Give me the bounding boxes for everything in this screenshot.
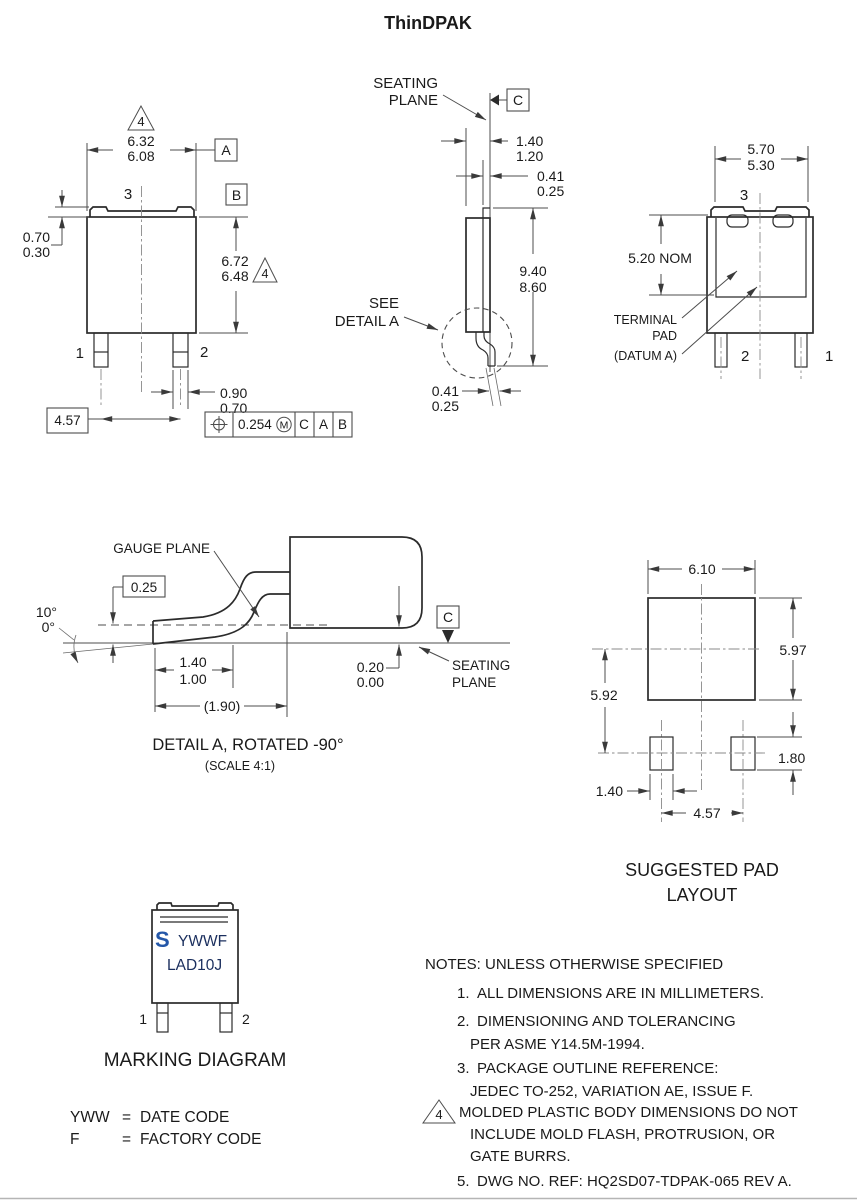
marking-caption: MARKING DIAGRAM (103, 1050, 287, 1071)
dim-lead-pad-height: 1.80 (778, 750, 806, 766)
dim-lead-thk-max: 0.41 (537, 168, 565, 184)
dimension-total-length (493, 208, 548, 366)
note-text: PER ASME Y14.5M-1994. (470, 1036, 645, 1053)
pad-layout-view (590, 560, 806, 905)
marking-date-code: YWWF (178, 933, 228, 950)
dim-foot-len-min: 1.00 (179, 671, 207, 687)
datum-c: C (512, 92, 524, 108)
see-detail-label: DETAIL A (334, 313, 399, 330)
dimension-pad-height (759, 598, 807, 700)
dimension-back-width (715, 141, 808, 202)
dimension-lead-pad-width (596, 774, 697, 800)
pad-layout-caption: SUGGESTED PAD (625, 860, 779, 880)
dim-lead-w-max: 0.90 (220, 385, 248, 401)
dim-front-width-min: 6.08 (127, 148, 155, 164)
pin-3-label: 3 (123, 186, 133, 203)
package-tab-outline (90, 207, 194, 217)
back-view (614, 141, 834, 379)
seating-plane-label: PLANE (452, 675, 497, 690)
seating-plane-label: SEATING (373, 75, 438, 92)
see-detail-callout (335, 295, 512, 378)
brand-logo-icon: S (155, 927, 170, 952)
dimension-body-thickness (441, 128, 543, 206)
dim-back-width-min: 5.30 (747, 157, 775, 173)
dim-lead-pad-width: 1.40 (595, 783, 623, 799)
detail-a-caption: DETAIL A, ROTATED -90° (152, 736, 344, 754)
note-text: ALL DIMENSIONS ARE IN MILLIMETERS. (477, 985, 765, 1002)
centerlines (721, 193, 801, 379)
note-text: JEDEC TO-252, VARIATION AE, ISSUE F. (470, 1083, 754, 1100)
dim-foot-len-max: 1.40 (179, 654, 207, 670)
notes-block (423, 956, 798, 1190)
legend-value: FACTORY CODE (140, 1131, 262, 1148)
dimension-lead-thickness-top (456, 160, 564, 205)
centerlines (101, 186, 181, 406)
datum-c-target (490, 89, 529, 111)
dim-pad-height: 5.20 NOM (628, 250, 692, 266)
dim-back-width-max: 5.70 (747, 141, 775, 157)
pin-1-label: 1 (139, 1011, 147, 1027)
flag-note-4: 4 (261, 267, 269, 281)
dim-lead-pitch: 4.57 (693, 805, 721, 821)
side-view (335, 75, 565, 414)
seating-plane-label: SEATING (452, 658, 511, 673)
dim-lead-thk-min: 0.25 (537, 183, 565, 199)
legend-value: DATE CODE (140, 1109, 230, 1126)
dimension-foot-thickness (432, 368, 521, 414)
pad-layout-caption: LAYOUT (666, 885, 738, 905)
terminal-pad-label: PAD (652, 329, 677, 343)
front-view (23, 106, 352, 437)
fcf-modifier: M (279, 419, 289, 432)
dim-lead-w-min: 0.70 (220, 400, 248, 416)
note-number: 3. (457, 1060, 470, 1077)
detail-a-view (36, 537, 510, 773)
dim-pad-offset: 5.92 (590, 687, 618, 703)
marking-tab-outline (157, 903, 233, 910)
dimension-lead-pitch (662, 805, 744, 821)
dim-pitch: 4.57 (54, 413, 81, 428)
dim-tab-h-min: 0.30 (22, 244, 50, 260)
legend-eq: = (122, 1131, 132, 1148)
datum-a-note: (DATUM A) (614, 349, 677, 363)
lead-2 (173, 333, 188, 367)
pin-1-label: 1 (75, 345, 84, 362)
legend-eq: = (122, 1109, 132, 1126)
dimension-lead-pad-height (757, 712, 805, 795)
terminal-pad-outline (716, 218, 806, 297)
lead-1 (94, 333, 108, 367)
flag-note-4: 4 (137, 114, 145, 129)
note-number: 1. (457, 985, 470, 1002)
dimension-lead-width (151, 370, 247, 416)
note-text: DWG NO. REF: HQ2SD07-TDPAK-065 REV A. (477, 1173, 792, 1190)
note-number: 2. (457, 1013, 470, 1030)
dim-front-height-max: 6.72 (221, 253, 249, 269)
dim-gauge-offset: 0.25 (130, 580, 158, 595)
marking-part-code: LAD10J (167, 957, 223, 974)
terminal-pad-callout (614, 271, 757, 363)
seating-leader (443, 95, 486, 120)
dim-pad-height: 5.97 (779, 642, 807, 658)
dim-foot-thk-max: 0.41 (431, 383, 459, 399)
body-block (290, 537, 422, 628)
dimension-pad-height (628, 215, 714, 295)
notes-header: NOTES: UNLESS OTHERWISE SPECIFIED (425, 956, 724, 973)
fcf-tolerance: 0.254 (238, 417, 272, 432)
pin-2-label: 2 (242, 1011, 250, 1027)
dim-length-max: 9.40 (519, 263, 547, 279)
dim-body-thk-max: 1.40 (516, 133, 544, 149)
legend-key: YWW (70, 1109, 110, 1126)
dim-standoff-max: 0.20 (356, 659, 384, 675)
dimension-height (199, 184, 277, 333)
dim-tab-h-max: 0.70 (22, 229, 50, 245)
page-title: ThinDPAK (384, 13, 472, 33)
gauge-plane-callout (113, 541, 259, 617)
datum-b: B (231, 187, 242, 203)
dimension-tab-height (23, 190, 89, 260)
dim-foot-thk-min: 0.25 (431, 398, 459, 414)
note-text: DIMENSIONING AND TOLERANCING (477, 1013, 736, 1030)
pin-1-label: 1 (825, 348, 834, 365)
dimension-gauge-offset (113, 576, 165, 663)
fcf-datum-1: C (299, 417, 309, 432)
note-text: INCLUDE MOLD FLASH, PROTRUSION, OR (470, 1126, 776, 1143)
gauge-plane-label: GAUGE PLANE (113, 541, 210, 556)
dimension-pitch (47, 408, 181, 433)
dimension-width (87, 106, 237, 211)
detail-a-scale: (SCALE 4:1) (204, 759, 276, 773)
note-number: 5. (457, 1173, 470, 1190)
note-text: GATE BURRS. (470, 1148, 571, 1165)
dim-length-min: 8.60 (519, 279, 547, 295)
pin-2-label: 2 (200, 344, 209, 361)
side-tab-lead-line (483, 208, 490, 332)
dimension-lead-length-ref (155, 632, 287, 717)
seating-plane-callout (419, 647, 510, 690)
side-lead-bend (476, 332, 495, 366)
angle-indicator (36, 604, 153, 663)
side-body-outline (466, 218, 490, 332)
fcf-datum-3: B (337, 417, 348, 432)
dim-lead-len-ref: (1.90) (203, 698, 241, 714)
marking-diagram (70, 903, 286, 1148)
legend-key: F (70, 1131, 80, 1148)
marking-legend (70, 1109, 261, 1148)
dim-front-width-max: 6.32 (127, 133, 155, 149)
seating-plane-label: PLANE (388, 92, 438, 109)
datum-c: C (442, 609, 454, 625)
note-text: PACKAGE OUTLINE REFERENCE: (477, 1060, 719, 1077)
marking-lead-1 (157, 1003, 168, 1032)
see-detail-label: SEE (368, 295, 399, 312)
lead-top-profile (153, 572, 290, 621)
dim-pad-width: 6.10 (688, 561, 716, 577)
position-symbol-icon (211, 416, 228, 433)
dimension-pad-offset (590, 649, 617, 753)
note-text: MOLDED PLASTIC BODY DIMENSIONS DO NOT (459, 1104, 798, 1121)
terminal-pad-label: TERMINAL (613, 313, 677, 327)
datum-c-target (437, 606, 459, 643)
marking-lead-2 (220, 1003, 232, 1032)
dim-front-height-min: 6.48 (221, 268, 249, 284)
datum-a: A (221, 142, 231, 158)
fcf-datum-2: A (318, 417, 329, 432)
dim-body-thk-min: 1.20 (516, 148, 544, 164)
note-number-flag: 4 (435, 1107, 443, 1122)
dimension-standoff (357, 586, 399, 690)
pin-2-label: 2 (741, 348, 750, 365)
dim-standoff-min: 0.00 (356, 674, 384, 690)
dim-angle-min: 0° (41, 619, 55, 635)
dim-angle-max: 10° (35, 604, 57, 620)
pin-3-label: 3 (739, 187, 749, 204)
